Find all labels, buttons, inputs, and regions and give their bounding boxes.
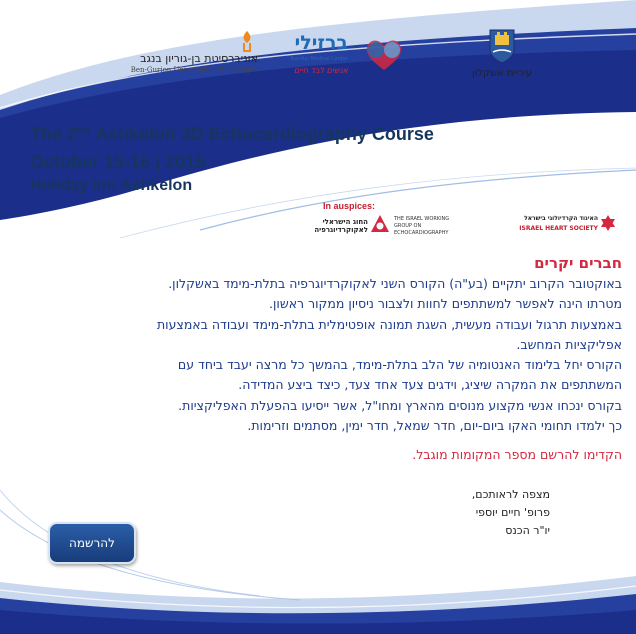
auspices-label: In auspices: (323, 201, 376, 211)
heart-society-english: ISRAEL HEART SOCIETY (519, 225, 598, 232)
body-line: באוקטובר הקרוב יתקיים (בע"ה) הקורס השני לאקוקרדיוגרפיה בתלת-מימד באשקלון. (168, 276, 622, 291)
course-title: The 2nd Ashkelon 3D Echocardiography Course (30, 124, 434, 144)
body-line: מטרתו הינה לאפשר למשתתפים לחוות ולצבור ניסיון ממקור ראשון. (269, 296, 622, 312)
course-dates: October 15-16 | 2015 (30, 152, 206, 172)
ashkelon-city-name: עיריית אשקלון (471, 68, 533, 79)
barzilai-logo (290, 30, 420, 90)
israel-heart-society-logo (506, 214, 616, 236)
ashkelon-logo (462, 28, 542, 90)
signer-title: יו"ר הכנס (505, 524, 550, 537)
working-group-triangle-icon (370, 214, 390, 234)
working-group-english: THE ISRAEL WORKING GROUP ON ECHOCARDIOGRAPHY (394, 216, 450, 236)
signer-name: פרופ' חיים יוספי (475, 506, 550, 519)
barzilai-heart-icon (362, 36, 406, 72)
body-line: אפליקציות המחשב. (516, 336, 622, 352)
course-venue: Holiday Inn Ashkelon (30, 177, 193, 194)
heart-society-star-icon (600, 214, 616, 232)
bgu-english-name: Ben-Gurion University of the Negev (130, 66, 258, 74)
body-line: המשתתפים את המקרה שיציג, וידגים צעד אחד צעד, כיצד ביצע המדידה. (238, 377, 622, 393)
barzilai-slogan: אנשים לבד חיים (293, 66, 348, 75)
barzilai-name: ברזילי (294, 32, 348, 54)
body-line: באמצעות תרגול ועבודה מעשית, השגת תמונה אופטימלית בתלת-מימד ועבודה באמצעות (156, 316, 622, 332)
bgu-logo (118, 30, 258, 80)
letter-body (22, 252, 622, 436)
body-line: כך ילמדו תחומי האקו ביום-יום, חדר שמאל, חדר ימין, מסתמים וזרימות. (247, 418, 622, 434)
barzilai-subtitle: Barzilai Medical Center (290, 56, 348, 62)
working-group-hebrew: החוג הישראלי לאקוקרדיוגרפיה (314, 218, 368, 234)
bgu-flame-icon (238, 30, 256, 52)
echo-working-group-logo (304, 214, 450, 236)
body-line: הקורס יחל בלימוד האנטומיה של הלב בתלת-מימד, בהמשך כל מרצה יעבד ביחד עם (177, 357, 622, 373)
ashkelon-emblem-icon (488, 28, 516, 64)
closing-line: מצפה לראותכם, (471, 488, 550, 501)
heart-society-hebrew: האיגוד הקרדיולוגי בישראל (524, 215, 598, 222)
register-button[interactable]: להרשמה (48, 522, 136, 564)
body-line: בקורס ינכחו אנשי מקצוע מנוסים מהארץ ומחו"ל, אשר ייסיעו בהפעלת האפליקציות. (178, 397, 622, 413)
greeting: חברים יקרים (534, 254, 622, 272)
bgu-hebrew-name: אוניברסיטת בן-גוריון בנגב (140, 52, 258, 65)
register-early-notice: הקדימו להרשם מספר המקומות מוגבל. (412, 447, 622, 462)
